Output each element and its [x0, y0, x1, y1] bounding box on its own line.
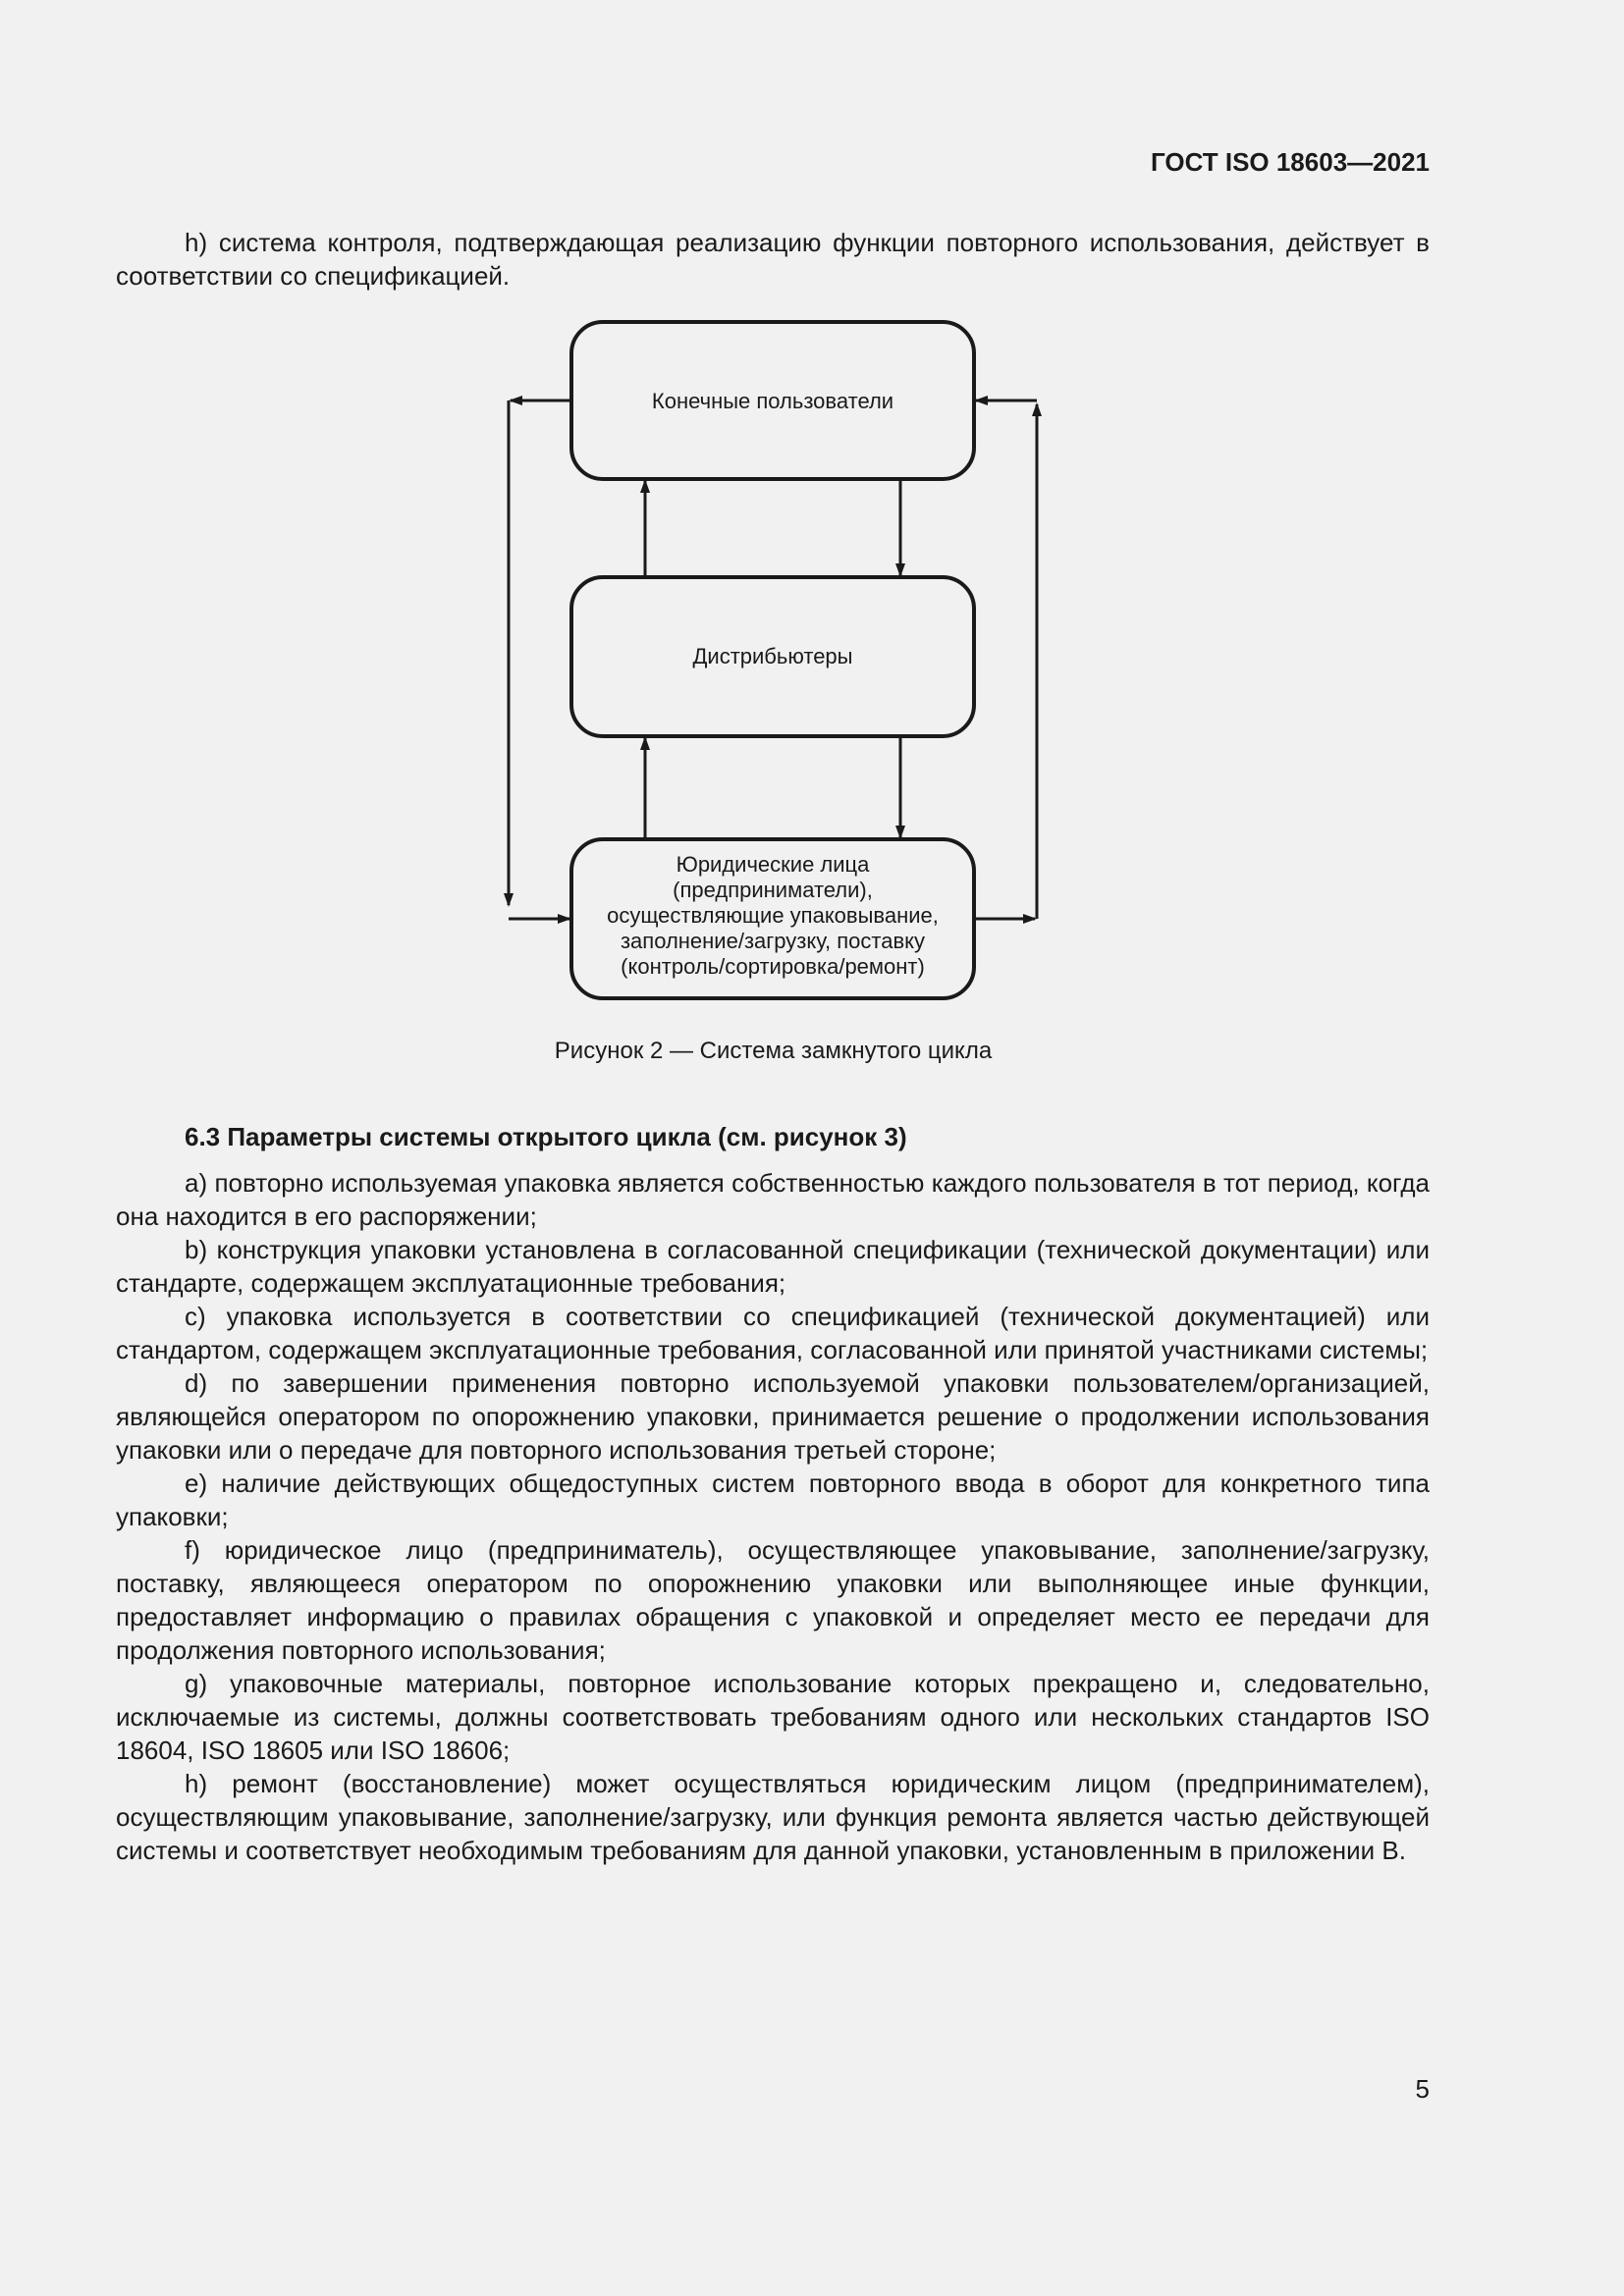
box-legal-line-2: (предприниматели),	[673, 878, 873, 902]
list-item-h: h) ремонт (восстановление) может осуществляться юридическим лицом (предпринимателем), осуществляющим упаковывание, заполнение/загрузку, или функция ремонта является частью действующей системы и соответствует необходимым требованиям для данной упаковки, установленным в приложении B.	[116, 1769, 1430, 1865]
section-title: 6.3 Параметры системы открытого цикла (см. рисунок 3)	[185, 1122, 907, 1151]
closed-loop-diagram	[0, 0, 1624, 1041]
box-legal-line-4: заполнение/загрузку, поставку	[620, 929, 926, 953]
list-item-e: e) наличие действующих общедоступных систем повторного ввода в оборот для конкретного типа упаковки;	[116, 1468, 1430, 1531]
parameter-list	[116, 1166, 1430, 1867]
page-number: 5	[1415, 2074, 1430, 2104]
list-item-c: c) упаковка используется в соответствии со спецификацией (технической документацией) или стандартом, содержащем эксплуатационные требования, согласованной или принятой участниками системы;	[116, 1302, 1430, 1364]
box-legal-line-3: осуществляющие упаковывание,	[607, 903, 939, 928]
box-end-users-label: Конечные пользователи	[651, 389, 894, 413]
document-header: ГОСТ ISO 18603—2021	[1150, 147, 1430, 177]
list-item-f: f) юридическое лицо (предприниматель), осуществляющее упаковывание, заполнение/загрузку, поставку, являющееся оператором по опорожнению упаковки или выполняющее иные функции, предоставляет информацию о правилах обращения с упаковкой и определяет место ее передачи для продолжения повторного использования;	[116, 1535, 1430, 1665]
list-item-b: b) конструкция упаковки установлена в согласованной спецификации (технической документации) или стандарте, содержащем эксплуатационные требования;	[116, 1235, 1430, 1298]
figure-caption: Рисунок 2 — Система замкнутого цикла	[554, 1038, 993, 1064]
list-item-d: d) по завершении применения повторно используемой упаковки пользователем/организацией, являющейся оператором по опорожнению упаковки, принимается решение о продолжении использования упаковки или о передаче для повторного использования третьей стороне;	[116, 1368, 1430, 1465]
box-legal-line-5: (контроль/сортировка/ремонт)	[621, 954, 925, 979]
box-legal-line-1: Юридические лица	[676, 852, 870, 877]
list-item-g: g) упаковочные материалы, повторное использование которых прекращено и, следовательно, исключаемые из системы, должны соответствовать требованиям одного или нескольких стандартов ISO 18604, ISO 18605 или ISO 18606;	[116, 1669, 1430, 1765]
box-distributors-label: Дистрибьютеры	[692, 644, 853, 668]
intro-paragraph: h) система контроля, подтверждающая реализацию функции повторного использования, действует в соответствии со спецификацией.	[116, 228, 1430, 291]
list-item-a: a) повторно используемая упаковка является собственностью каждого пользователя в тот период, когда она находится в его распоряжении;	[116, 1168, 1430, 1231]
